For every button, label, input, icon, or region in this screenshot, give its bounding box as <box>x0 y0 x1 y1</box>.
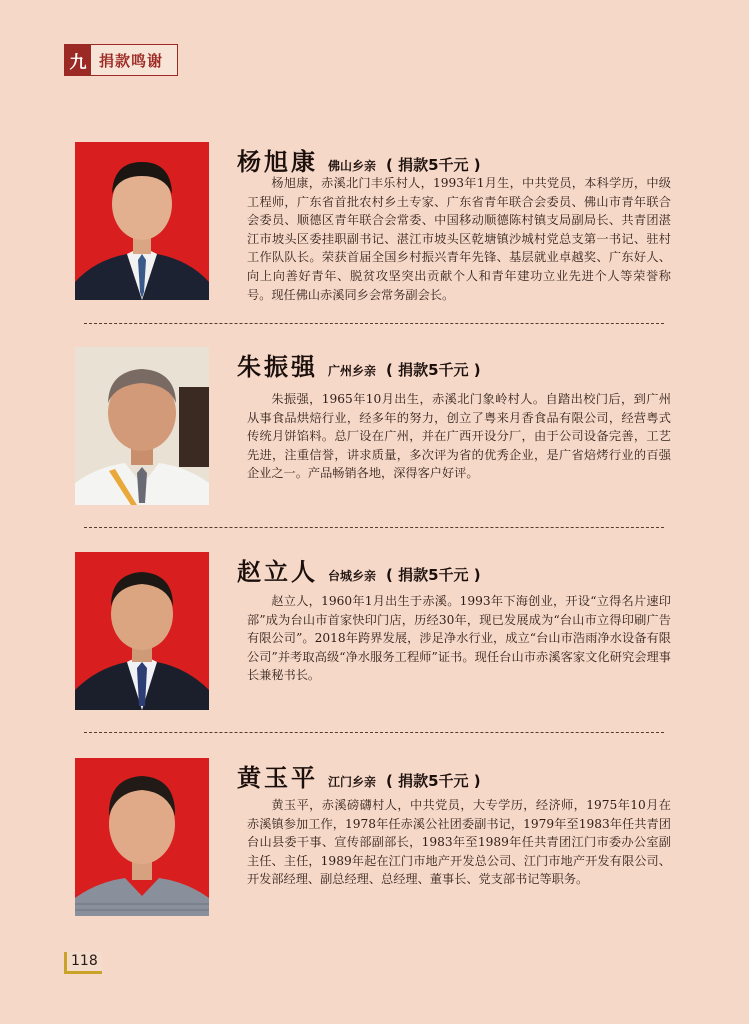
donor-origin: 广州乡亲 <box>328 364 377 378</box>
donation-amount: ( 捐款5千元 ) <box>386 566 481 584</box>
donation-amount: ( 捐款5千元 ) <box>386 361 481 379</box>
section-divider <box>84 732 664 733</box>
donor-origin: 佛山乡亲 <box>328 159 377 173</box>
donor-entry <box>75 142 675 312</box>
donor-heading <box>237 758 481 793</box>
donor-name: 杨旭康 <box>237 147 318 176</box>
portrait-image <box>75 347 209 505</box>
donor-heading <box>237 347 481 382</box>
donation-amount: ( 捐款5千元 ) <box>386 156 481 174</box>
donor-origin: 台城乡亲 <box>328 569 377 583</box>
donor-photo <box>75 552 209 710</box>
donor-name: 朱振强 <box>237 352 318 381</box>
section-divider <box>84 527 664 528</box>
donor-bio: 杨旭康，赤溪北门丰乐村人，1993年1月生，中共党员，本科学历，中级工程师，广东省首批农村乡土专家、广东省青年联合会委员、佛山市青年联合会委员、顺德区青年联合会常委、中国移动顺德陈村镇支局副局长、共青团湛江市坡头区委挂职副书记、湛江市坡头区乾塘镇沙城村党总支第一书记、驻村工作队队长。荣获首届全国乡村振兴青年先锋、基层就业卓越奖、广东好人、向上向善好青年、脱贫攻坚突出贡献个人和青年建功立业先进个人等荣誉称号。现任佛山赤溪同乡会常务副会长。 <box>247 176 671 302</box>
donor-heading <box>237 552 481 587</box>
page-number: 118 <box>64 952 102 974</box>
donor-bio: 黄玉平，赤溪磅礴村人，中共党员，大专学历，经济师，1975年10月在赤溪镇参加工作，1978年任赤溪公社团委副书记，1979年至1983年任共青团台山县委干事、宣传部副部长，1983年至1989年任共青团江门市委办公室副主任、主任，1989年起在江门市地产开发总公司、江门市地产开发有限公司、开发部经理、副总经理、总经理、董事长、党支部书记等职务。 <box>247 798 671 887</box>
portrait-image <box>75 142 209 300</box>
donation-amount: ( 捐款5千元 ) <box>386 772 481 790</box>
portrait-image <box>75 758 209 916</box>
donor-photo <box>75 347 209 505</box>
chapter-header <box>64 44 178 76</box>
chapter-title: 捐款鸣谢 <box>91 45 177 75</box>
donor-entry <box>75 552 675 712</box>
donor-entry <box>75 758 675 918</box>
donor-name: 黄玉平 <box>237 763 318 792</box>
portrait-image <box>75 552 209 710</box>
chapter-number: 九 <box>65 45 91 75</box>
donor-name: 赵立人 <box>237 557 318 586</box>
donor-origin: 江门乡亲 <box>328 775 377 789</box>
section-divider <box>84 323 664 324</box>
donor-photo <box>75 142 209 300</box>
donor-entry <box>75 347 675 512</box>
donor-photo <box>75 758 209 916</box>
donor-heading <box>237 142 481 177</box>
donor-bio: 赵立人，1960年1月出生于赤溪。1993年下海创业，开设“立得名片速印部”成为台山市首家快印门店，历经30年，现已发展成为“台山市立得印刷广告有限公司”。2018年跨界发展，涉足净水行业，成立“台山市浩雨净水设备有限公司”并考取高级“净水服务工程师”证书。现任台山市赤溪客家文化研究会理事长兼秘书长。 <box>247 594 671 683</box>
donor-bio: 朱振强，1965年10月出生，赤溪北门象岭村人。自踏出校门后，到广州从事食品烘焙行业，经多年的努力，创立了粤来月香食品有限公司，经营粤式传统月饼馅料。总厂设在广州，并在广西开设分厂，由于公司设备完善，工艺先进，注重信誉，讲求质量，多次评为省的优秀企业，是广省焙烤行业的百强企业之一。产品畅销各地，深得客户好评。 <box>247 392 671 481</box>
